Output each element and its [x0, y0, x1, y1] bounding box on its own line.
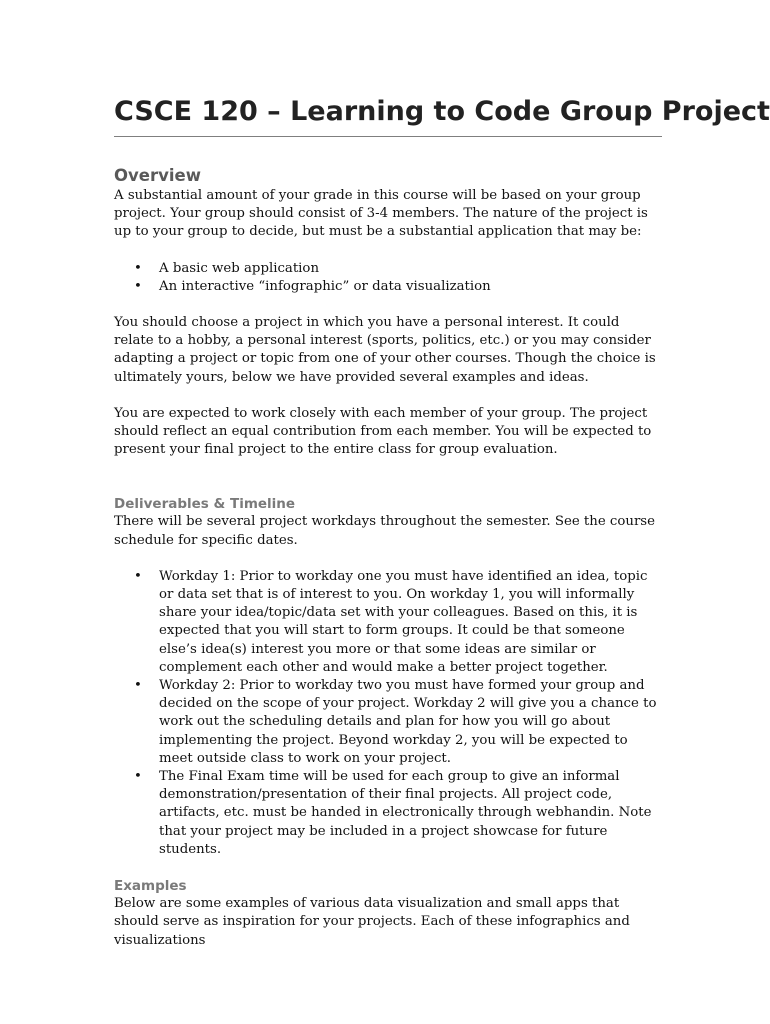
overview-paragraph-2: You should choose a project in which you have a personal interest. It could relate to a hobby, a personal interest (sports, politics, etc.) or you may consider adapting a project or topic from one of your other courses. Though the choice is ultimately yours, below we have provided several examples and ideas. — [114, 315, 656, 385]
bullet-icon: • — [134, 769, 142, 785]
list-item — [114, 260, 662, 278]
overview-heading: Overview — [114, 166, 201, 185]
list-item-text: Workday 2: Prior to workday two you must have formed your group and decided on the scope of your project. Workday 2 will give you a chance to work out the scheduling details and plan for how you will go about implementing the project. Beyond workday 2, you will be expected to meet outside class to work on your project. — [159, 678, 657, 766]
deliverables-heading: Deliverables & Timeline — [114, 496, 296, 513]
list-item-text: An interactive “infographic” or data visualization — [159, 278, 491, 294]
bullet-icon: • — [134, 568, 142, 584]
deliverables-list — [114, 568, 662, 859]
deliverables-intro: There will be several project workdays throughout the semester. See the course schedule for specific dates. — [114, 514, 655, 548]
bullet-icon: • — [134, 278, 142, 294]
list-item — [114, 768, 662, 859]
bullet-icon: • — [134, 260, 142, 276]
list-item-text: A basic web application — [159, 260, 320, 276]
list-item-text: The Final Exam time will be used for each group to give an informal demonstration/presentation of their final projects. All project code, artifacts, etc. must be handed in electronically through webhandin. Note that your project may be included in a project showcase for future students. — [159, 769, 652, 857]
overview-paragraph-3: You are expected to work closely with each member of your group. The project should reflect an equal contribution from each member. You will be expected to present your final project to the entire class for group evaluation. — [114, 405, 652, 458]
list-item — [114, 677, 662, 768]
document-title: CSCE 120 – Learning to Code Group Project — [114, 94, 662, 137]
examples-intro: Below are some examples of various data visualization and small apps that should serve as inspiration for your projects. Each of these infographics and visualizations — [114, 896, 630, 948]
examples-heading: Examples — [114, 878, 187, 895]
bullet-icon: • — [134, 678, 142, 694]
list-item — [114, 278, 662, 296]
list-item-text: Workday 1: Prior to workday one you must have identified an idea, topic or data set that is of interest to you. On workday 1, you will informally share your idea/topic/data set with your colleagues. Based on this, it is expected that you will start to form groups. It could be that someone else’s idea(s) interest you more or that some ideas are similar or complement each other and would make a better project together. — [159, 568, 648, 675]
document-page — [114, 94, 770, 950]
project-type-list — [114, 260, 662, 296]
list-item — [114, 568, 662, 677]
overview-intro: A substantial amount of your grade in this course will be based on your group project. Your group should consist of 3-4 members. The nature of the project is up to your group to decide, but must be a substantial application that may be: — [114, 188, 648, 240]
